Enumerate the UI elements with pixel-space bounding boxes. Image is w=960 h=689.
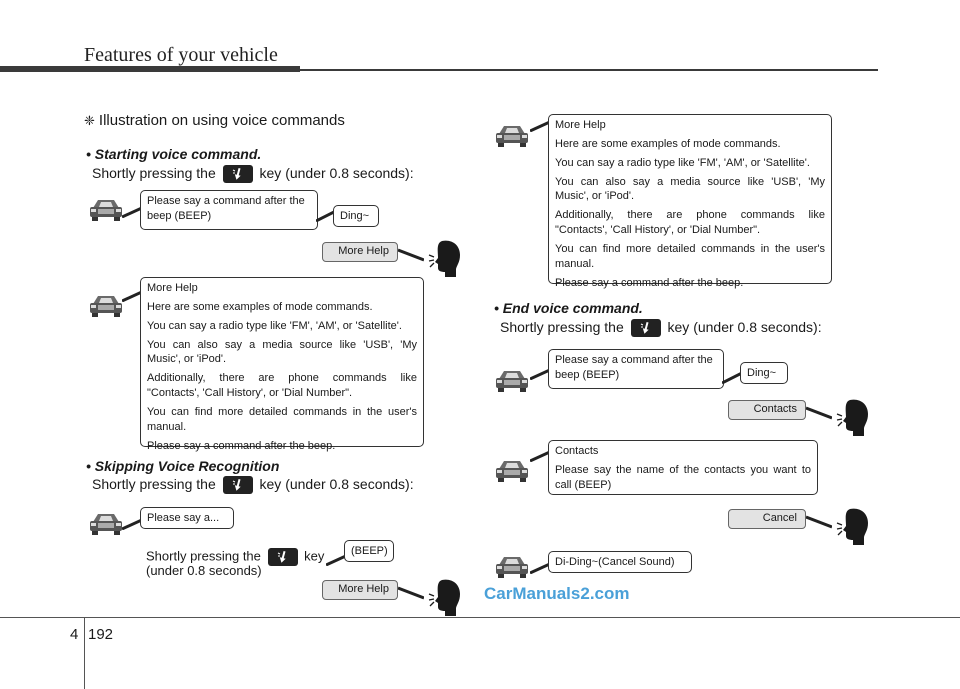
header-rule bbox=[300, 69, 878, 71]
start-pre: Shortly pressing the bbox=[92, 165, 216, 181]
contacts-speech: Contacts bbox=[728, 400, 806, 420]
footer-rule bbox=[0, 617, 960, 618]
help-line: More Help bbox=[147, 282, 198, 294]
car-icon bbox=[88, 292, 124, 318]
help-line: Please say a command after the beep. bbox=[147, 439, 336, 452]
contacts-prompt: Please say the name of the contacts you want to call (BEEP) bbox=[555, 463, 811, 491]
speaking-head-icon bbox=[836, 397, 870, 437]
car-icon bbox=[88, 196, 124, 222]
help-line: You can find more detailed commands in the user's manual. bbox=[147, 405, 417, 433]
bubble-pointer bbox=[722, 370, 742, 384]
heading-mark: ❈ bbox=[84, 113, 95, 128]
speaking-head-icon bbox=[428, 238, 462, 278]
start-instruction bbox=[92, 165, 414, 183]
help-line: More Help bbox=[555, 119, 606, 131]
cancel-sound-bubble: Di-Ding~(Cancel Sound) bbox=[548, 551, 692, 573]
car-icon bbox=[494, 457, 530, 483]
page-number: 192 bbox=[88, 626, 114, 643]
talk-key-icon bbox=[631, 319, 661, 337]
ding-bubble: Ding~ bbox=[740, 362, 788, 384]
section-heading bbox=[84, 112, 345, 129]
footer-divider bbox=[84, 617, 85, 689]
chapter-number: 4 bbox=[70, 626, 79, 643]
watermark: CarManuals2.com bbox=[484, 584, 630, 603]
speech-pointer bbox=[398, 248, 424, 262]
cancel-speech: Cancel bbox=[728, 509, 806, 529]
help-line: You can say a radio type like 'FM', 'AM', or 'Satellite'. bbox=[555, 156, 810, 169]
skip-note-sub: (under 0.8 seconds) bbox=[146, 563, 262, 578]
help-line: You can find more detailed commands in the user's manual. bbox=[555, 242, 825, 270]
help-line: Please say a command after the beep. bbox=[555, 276, 744, 289]
header-bar bbox=[0, 66, 300, 72]
skip-note-key: key bbox=[304, 548, 325, 564]
skip-pre: Shortly pressing the bbox=[92, 476, 216, 492]
skip-post: key (under 0.8 seconds): bbox=[259, 476, 414, 492]
help-bubble bbox=[140, 277, 424, 452]
talk-key-icon bbox=[223, 476, 253, 494]
end-instruction bbox=[500, 319, 822, 337]
skip-bullet: • Skipping Voice Recognition bbox=[86, 458, 280, 474]
talk-key-icon bbox=[268, 548, 298, 566]
please-say-bubble: Please say a... bbox=[140, 507, 234, 529]
help-line: Here are some examples of mode commands. bbox=[147, 300, 373, 313]
contacts-bubble bbox=[548, 440, 818, 495]
talk-key-icon bbox=[223, 165, 253, 183]
speech-pointer bbox=[806, 515, 832, 529]
skip-instruction bbox=[92, 476, 414, 494]
skip-note-pre: Shortly pressing the bbox=[146, 548, 261, 564]
end-bullet: • End voice command. bbox=[494, 300, 643, 316]
help-bubble bbox=[548, 114, 832, 289]
start-post: key (under 0.8 seconds): bbox=[259, 165, 414, 181]
heading-text: Illustration on using voice commands bbox=[98, 112, 345, 129]
more-help-speech: More Help bbox=[322, 580, 398, 600]
car-icon bbox=[494, 553, 530, 579]
speech-pointer bbox=[398, 586, 424, 600]
prompt-bubble: Please say a command after the beep (BEEP) bbox=[548, 349, 724, 389]
page-header-title: Features of your vehicle bbox=[84, 44, 278, 66]
speaking-head-icon bbox=[428, 577, 462, 617]
contacts-title: Contacts bbox=[555, 445, 599, 457]
help-line: Additionally, there are phone commands like "Contacts', 'Call History', or 'Dial Number". bbox=[555, 209, 825, 237]
car-icon bbox=[494, 367, 530, 393]
help-line: Additionally, there are phone commands like "Contacts', 'Call History', or 'Dial Number". bbox=[147, 372, 417, 400]
end-post: key (under 0.8 seconds): bbox=[667, 319, 822, 335]
more-help-speech: More Help bbox=[322, 242, 398, 262]
help-line: You can also say a media source like 'USB', 'My Music', or 'iPod'. bbox=[555, 175, 825, 203]
start-bullet: • Starting voice command. bbox=[86, 146, 262, 162]
end-pre: Shortly pressing the bbox=[500, 319, 624, 335]
help-line: Here are some examples of mode commands. bbox=[555, 137, 781, 150]
help-line: You can also say a media source like 'USB', 'My Music', or 'iPod'. bbox=[147, 338, 417, 366]
speech-pointer bbox=[806, 406, 832, 420]
speaking-head-icon bbox=[836, 506, 870, 546]
help-line: You can say a radio type like 'FM', 'AM', or 'Satellite'. bbox=[147, 319, 402, 332]
car-icon bbox=[494, 122, 530, 148]
prompt-bubble: Please say a command after the beep (BEEP) bbox=[140, 190, 318, 230]
ding-bubble: Ding~ bbox=[333, 205, 379, 227]
beep-bubble: (BEEP) bbox=[344, 540, 394, 562]
car-icon bbox=[88, 510, 124, 536]
